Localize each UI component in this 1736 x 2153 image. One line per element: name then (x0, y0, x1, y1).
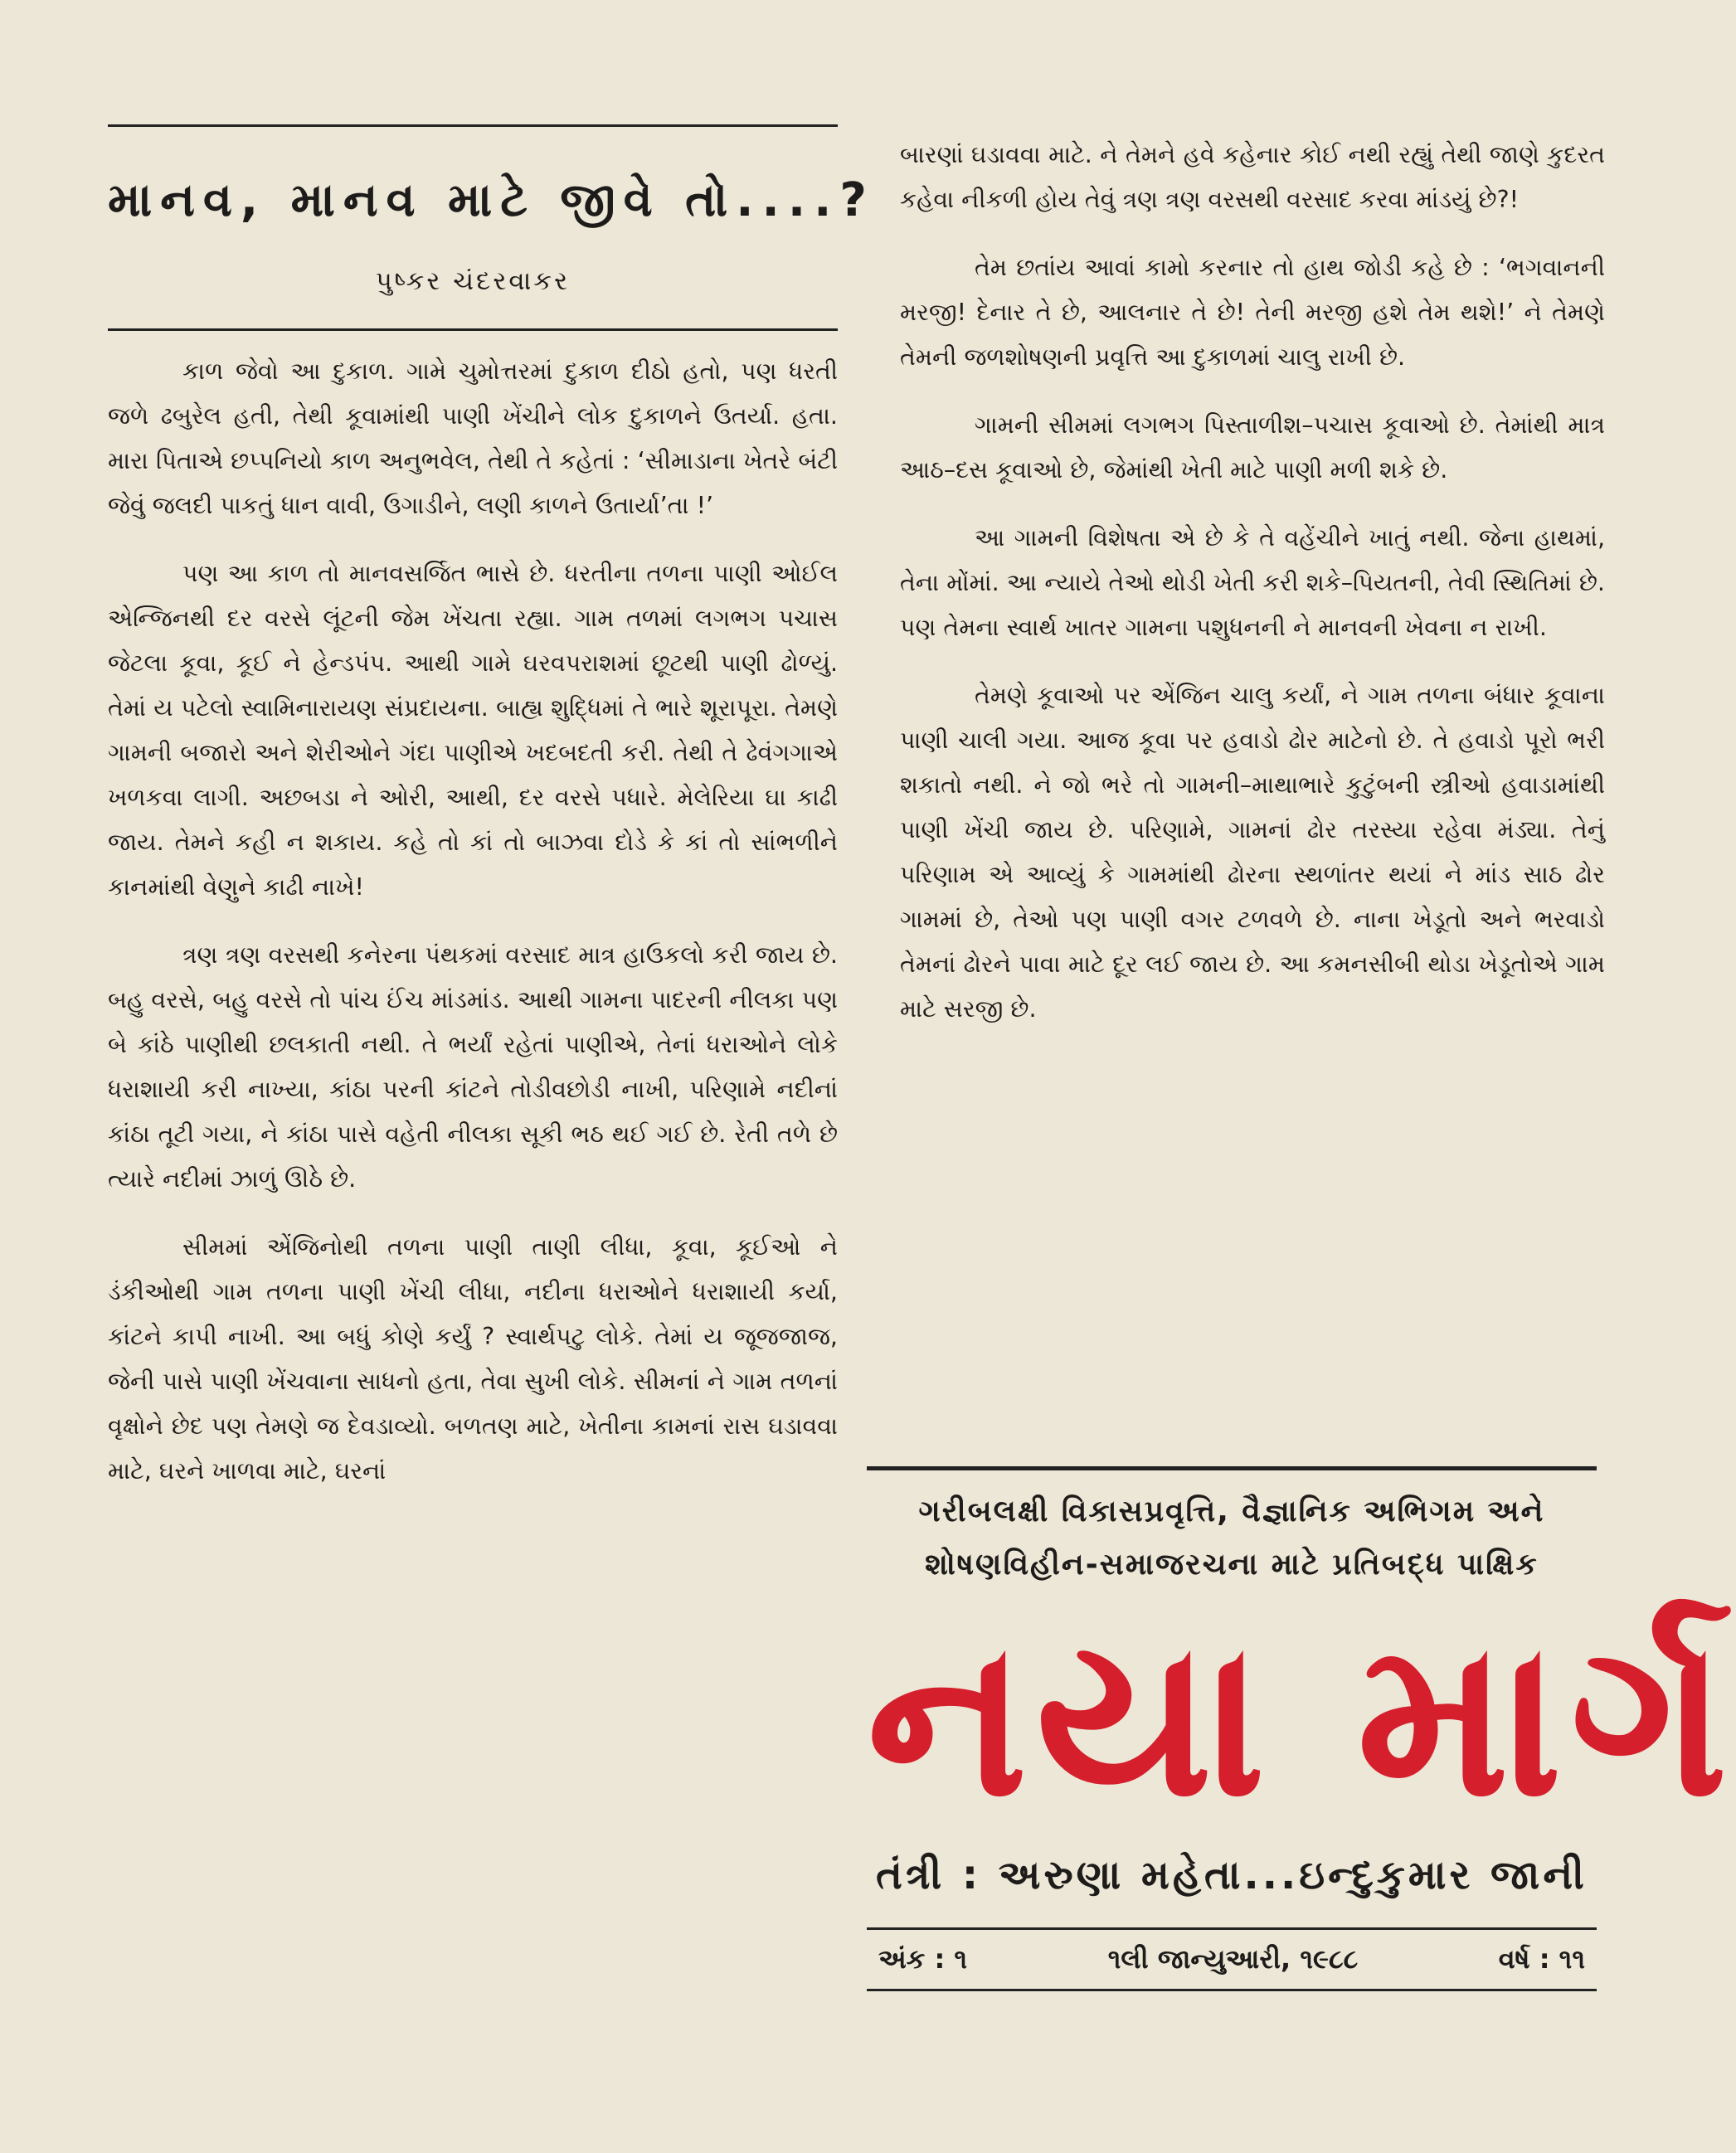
right-paragraph: બારણાં ઘડાવવા માટે. ને તેમને હવે કહેનાર કોઈ નથી રહ્યું તેથી જાણે કુદરત કહેવા નીકળી હોય તેવું ત્રણ ત્રણ વરસથી વરસાદ કરવા માંડયું છે?! (900, 141, 1605, 213)
publication-nameplate: નયા માર્ગ (867, 1594, 1736, 1844)
masthead (867, 1466, 1736, 2121)
left-paragraph: પણ આ કાળ તો માનવસર્જિત ભાસે છે. ધરતીના તળના પાણી ઓઈલ એન્જિનથી દર વરસે લૂંટની જેમ ખેંચતા રહ્યા. ગામ તળમાં લગભગ પચાસ જેટલા કૂવા, કૂઈ ને હેન્ડપંપ. આથી ગામે ઘરવપરાશમાં છૂટથી પાણી ઢોળ્યું. તેમાં ય પટેલો સ્વામિનારાયણ સંપ્રદાયના. બાહ્ય શુદ્ધિમાં તે ભારે શૂરાપૂરા. તેમણે ગામની બજારો અને શેરીઓને ગંદા પાણીએ ખદબદતી કરી. તેથી તે ઢેવંગગાએ ખળકવા લાગી. અછબડા ને ઓરી, આથી, દર વરસે પધારે. મેલેરિયા ઘા કાઢી જાય. તેમને કહી ન શકાય. કહે તો કાં તો બાઝવા દોડે કે કાં તો સાંભળીને કાનમાંથી વેણુને કાઢી નાખે! (108, 560, 838, 901)
issue-date: ૧લી જાન્યુઆરી, ૧૯૮૮ (1107, 1943, 1359, 1975)
left-paragraph: કાળ જેવો આ દુકાળ. ગામે ચુમોત્તરમાં દુકાળ દીઠો હતો, પણ ધરતી જળે ઢબુરેલ હતી, તેથી કૂવામાંથી પાણી ખેંચીને લોક દુકાળને ઉતર્યા. હતા. મારા પિતાએ છપ્પનિયો કાળ અનુભવેલ, તેથી તે કહેતાં : ‘સીમાડાના ખેતરે બંટી જેવું જલદી પાકતું ધાન વાવી, ઉગાડીને, લણી કાળને ઉતાર્યા’તા !’ (108, 357, 838, 519)
issue-number: અંક : ૧ (878, 1943, 968, 1975)
article-author: પુષ્કર ચંદરવાકર (375, 266, 571, 296)
issue-info-row (867, 1927, 1597, 1991)
right-paragraph: ગામની સીમમાં લગભગ પિસ્તાળીશ–પચાસ કૂવાઓ છે. તેમાંથી માત્ર આઠ–દસ કૂવાઓ છે, જેમાંથી ખેતી માટે પાણી મળી શકે છે. (900, 411, 1605, 484)
masthead-top-rule (867, 1466, 1597, 1470)
right-paragraph: તેમણે કૂવાઓ પર એંજિન ચાલુ કર્યાં, ને ગામ તળના બંધાર કૂવાના પાણી ચાલી ગયા. આજ કૂવા પર હવાડો ઢોર માટેનો છે. તે હવાડો પૂરો ભરી શકાતો નથી. ને જો ભરે તો ગામની–માથાભારે કુટુંબની સ્ત્રીઓ હવાડામાંથી પાણી ખેંચી જાય છે. પરિણામે, ગામનાં ઢોર તરસ્યા રહેવા મંડ્યા. તેનું પરિણામ એ આવ્યું કે ગામમાંથી ઢોરના સ્થળાંતર થયાં ને માંડ સાઠ ઢોર ગામમાં છે, તેઓ પણ પાણી વગર ટળવળે છે. નાના ખેડૂતો અને ભરવાડો તેમનાં ઢોરને પાવા માટે દૂર લઈ જાય છે. આ કમનસીબી થોડા ખેડૂતોએ ગામ માટે સરજી છે. (900, 682, 1605, 1023)
article-title: માનવ, માનવ માટે જીવે તો....? (108, 173, 875, 227)
left-column (108, 124, 875, 1517)
right-paragraph: આ ગામની વિશેષતા એ છે કે તે વહેંચીને ખાતું નથી. જેના હાથમાં, તેના મોંમાં. આ ન્યાયે તેઓ થોડી ખેતી કરી શકે–પિયતની, તેવી સ્થિતિમાં છે. પણ તેમના સ્વાર્થ ખાતર ગામના પશુધનની ને માનવની ખેવના ન રાખી. (900, 524, 1605, 641)
masthead-editors: તંત્રી : અરુણા મહેતા...ઇન્દુકુમાર જાની (876, 1852, 1588, 1898)
masthead-tagline-line2: શોષણવિહીન-સમાજરચના માટે પ્રતિબદ્ધ પાક્ષિક (925, 1548, 1539, 1582)
title-top-rule (108, 124, 838, 127)
right-column (900, 133, 1605, 1055)
right-paragraph: તેમ છતાંય આવાં કામો કરનાર તો હાથ જોડી કહે છે : ‘ભગવાનની મરજી! દેનાર તે છે, આલનાર તે છે! તેની મરજી હશે તેમ થશે!’ ને તેમણે તેમની જળશોષણની પ્રવૃત્તિ આ દુકાળમાં ચાલુ રાખી છે. (900, 254, 1605, 371)
left-paragraph: ત્રણ ત્રણ વરસથી કનેરના પંથકમાં વરસાદ માત્ર હાઉકલો કરી જાય છે. બહુ વરસે, બહુ વરસે તો પાંચ ઈંચ માંડમાંડ. આથી ગામના પાદરની નીલકા પણ બે કાંઠે પાણીથી છલકાતી નથી. તે ભર્યાં રહેતાં પાણીએ, તેનાં ધરાઓને લોકે ધરાશાયી કરી નાખ્યા, કાંઠા પરની કાંટને તોડીવછોડી નાખી, પરિણામે નદીનાં કાંઠા તૂટી ગયા, ને કાંઠા પાસે વહેતી નીલકા સૂકી ભઠ થઈ ગઈ છે. રેતી તળે છે ત્યારે નદીમાં ઝાળું ઊઠે છે. (108, 941, 838, 1193)
masthead-tagline-line1: ગરીબલક્ષી વિકાસપ્રવૃત્તિ, વૈજ્ઞાનિક અભિગમ અને (918, 1494, 1545, 1528)
volume-number: વર્ષ : ૧૧ (1498, 1943, 1585, 1975)
left-paragraph: સીમમાં એંજિનોથી તળના પાણી તાણી લીધા, કૂવા, કૂઈઓ ને ડંકીઓથી ગામ તળના પાણી ખેંચી લીધા, નદીના ધરાઓને ધરાશાયી કર્યા, કાંટને કાપી નાખી. આ બધું કોણે કર્યું ? સ્વાર્થપટુ લોકે. તેમાં ય જૂજજાજ, જેની પાસે પાણી ખેંચવાના સાધનો હતા, તેવા સુખી લોકે. સીમનાં ને ગામ તળનાં વૃક્ષોને છેદ પણ તેમણે જ દેવડાવ્યો. બળતણ માટે, ખેતીના કામનાં રાસ ઘડાવવા માટે, ઘરને ખાળવા માટે, ઘરનાં (108, 1233, 838, 1485)
left-column-body (108, 349, 838, 1494)
title-bottom-rule (108, 328, 838, 331)
